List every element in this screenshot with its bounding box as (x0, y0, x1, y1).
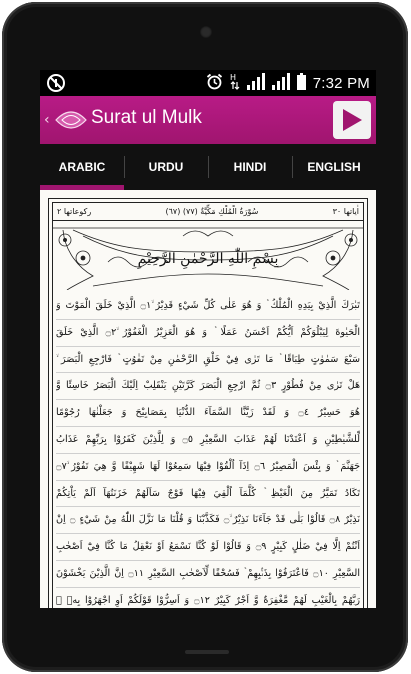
ayah-line: تَكَادُ تَمَيَّزُ مِنَ الْغَيْظِ ۡ كُلَّمَآ اُلْقِيَ فِيْهَا فَوْجٌ سَاَلَهُمْ خَزَنَتُهَآ اَلَمْ يَاْتِكُمْ (56, 481, 360, 508)
ayah-line: هَلْ تَرٰى مِنْ فُطُوْرٍ ۝٣ ثُمَّ ارْجِعِ الْبَصَرَ كَرَّتَيْنِ يَنْقَلِبْ اِلَيْكَ الْبَصَرُ خَاسِئًا وَّ (56, 373, 360, 400)
bismillah: بِسْمِ اللّٰهِ الرَّحْمٰنِ الرَّحِيْمِ (137, 251, 279, 267)
chevron-left-icon[interactable]: ‹ (44, 112, 50, 128)
ayah-line: الْحَيٰوةَ لِيَبْلُوَكُمْ اَيُّكُمْ اَحْسَنُ عَمَلًا ۡ وَ هُوَ الْعَزِيْزُ الْغَفُوْرُ ۙ۝٢ الَّذِيْ خَلَقَ (56, 320, 360, 347)
page-frame (48, 198, 368, 608)
camera-icon (200, 26, 212, 38)
signal-icon (247, 73, 265, 94)
ayah-line: رَبَّهُمْ بِالْغَيْبِ لَهُمْ مَّغْفِرَةٌ وَّ اَجْرٌ كَبِيْرٌ ۝١٢ وَ اَسِرُّوْا قَوْلَكُمْ اَوِ اجْهَرُوْا بِهٖ ۡ (56, 588, 360, 608)
ayah-line: نَذِيْرٌ ۝٨ قَالُوْا بَلٰى قَدْ جَآءَنَا نَذِيْرٌ ۙ۝ فَكَذَّبْنَا وَ قُلْنَا مَا نَزَّلَ اللّٰهُ مِنْ شَيْءٍ ۝ اِنْ (56, 507, 360, 534)
app-logo[interactable] (52, 102, 90, 138)
status-bar (40, 70, 376, 96)
speaker-grille (185, 650, 229, 654)
tab-hindi[interactable]: HINDI (208, 144, 292, 190)
ayah-text-block (56, 293, 360, 608)
data-arrows-icon (230, 72, 240, 94)
status-time: 7:32 PM (312, 74, 370, 92)
language-tabs (40, 144, 376, 190)
ayah-line: السَّعِيْرِ ۝١٠ فَاعْتَرَفُوْا بِذَنْۢبِهِمْ ۡ فَسُحْقًا لِّاَصْحٰبِ السَّعِيْرِ ۝١١ اِنَّ الَّذِيْنَ يَخْشَوْنَ (56, 561, 360, 588)
battery-icon (297, 73, 306, 94)
surah-header-bar (53, 203, 363, 221)
ayah-line: جَهَنَّمَ ۡ وَ بِئْسَ الْمَصِيْرُ ۝٦ اِذَآ اُلْقُوْا فِيْهَا سَمِعُوْا لَهَا شَهِيْقًا وَّ هِيَ تَفُوْرُ ۙ۝٧ (56, 454, 360, 481)
tab-urdu[interactable]: URDU (124, 144, 208, 190)
ayah-line: هُوَ حَسِيْرٌ ۝٤ وَ لَقَدْ زَيَّنَّا السَّمَآءَ الدُّنْيَا بِمَصَابِيْحَ وَ جَعَلْنٰهَا رُجُوْمًا (56, 400, 360, 427)
tab-english[interactable]: ENGLISH (292, 144, 376, 190)
play-button[interactable] (333, 101, 371, 139)
svg-text:H: H (229, 73, 236, 82)
play-icon (340, 107, 364, 133)
ayah-line: سَبْعَ سَمٰوٰتٍ طِبَاقًا ۡ مَا تَرٰى فِيْ خَلْقِ الرَّحْمٰنِ مِنْ تَفٰوُتٍ ۡ فَارْجِعِ الْبَصَرَ ۙ (56, 347, 360, 374)
signal-icon (272, 73, 290, 94)
page-frame-inner (52, 202, 364, 608)
ayah-count: اٰياتها ٣٠ (332, 207, 359, 216)
ayah-line: اَنْتُمْ اِلَّا فِيْ ضَلٰلٍ كَبِيْرٍ ۝٩ وَ قَالُوْا لَوْ كُنَّا نَسْمَعُ اَوْ نَعْقِلُ مَا كُنَّا فِيْٓ اَصْحٰبِ (56, 534, 360, 561)
app-bar (40, 96, 376, 144)
no-signal-icon (46, 73, 66, 97)
alarm-icon (206, 73, 223, 94)
tab-arabic[interactable]: ARABIC (40, 144, 124, 190)
ayah-line: لِّلشَّيٰطِيْنِ وَ اَعْتَدْنَا لَهُمْ عَذَابَ السَّعِيْرِ ۝٥ وَ لِلَّذِيْنَ كَفَرُوْا بِرَبِّهِمْ عَذَابُ (56, 427, 360, 454)
ruku-count: ركوعاتها ٢ (57, 207, 92, 216)
screen (40, 70, 376, 608)
quran-page[interactable] (40, 190, 376, 608)
page-title: Surat ul Mulk (91, 107, 202, 128)
surah-name-header: (٦٧) سُوْرَةُ الْمُلْكِ مَكِّيَّةٌ (٧٧) (165, 207, 259, 216)
tablet-device (2, 2, 408, 672)
ayah-line: تَبٰرَكَ الَّذِيْ بِيَدِهِ الْمُلْكُ ۡ وَ هُوَ عَلٰى كُلِّ شَيْءٍ قَدِيْرُ ۙ۝١ الَّذِيْ خَلَقَ الْمَوْتَ وَ (56, 293, 360, 320)
